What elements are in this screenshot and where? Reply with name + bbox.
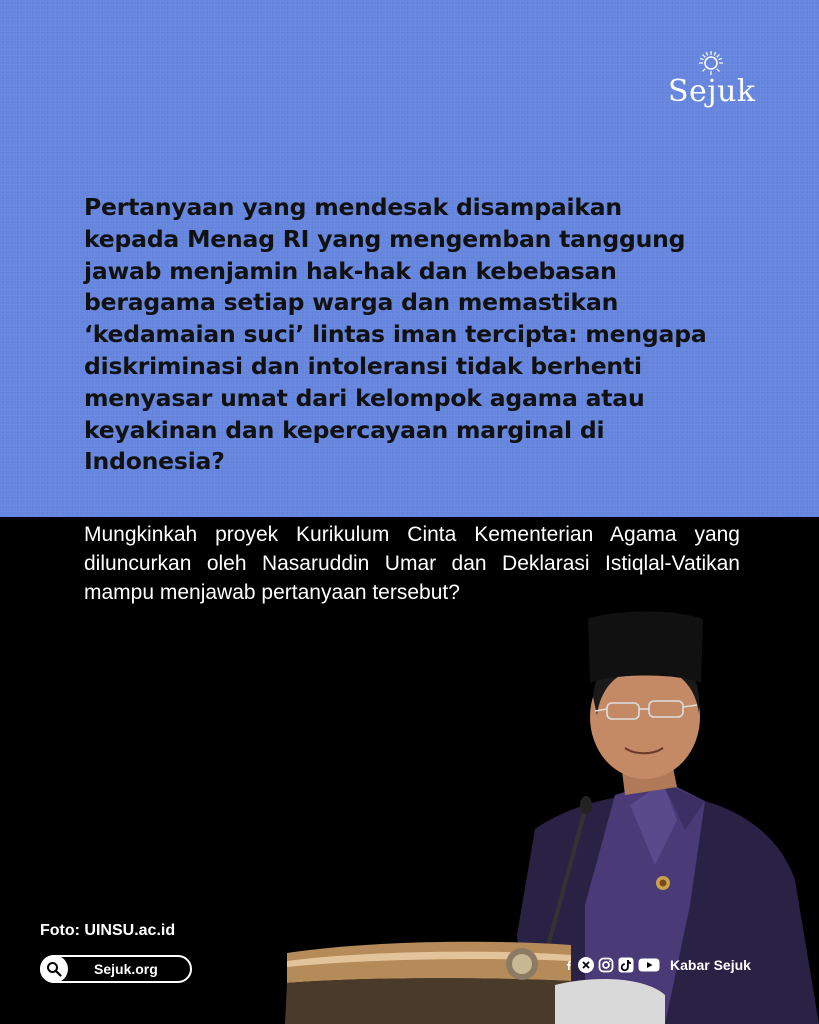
- photo-credit: Foto: UINSU.ac.id: [40, 922, 176, 939]
- subtext-question: Mungkinkah proyek Kurikulum Cinta Kementerian Agama yang diluncurkan oleh Nasaruddin Umar dan Deklarasi Istiqlal-Vatikan mampu menjawab pertanyaan tersebut?: [84, 523, 740, 604]
- search-icon: [40, 955, 68, 983]
- facebook-icon[interactable]: [564, 957, 574, 973]
- website-text: Sejuk.org: [94, 961, 158, 977]
- social-bar: [564, 955, 751, 975]
- x-icon[interactable]: [578, 957, 594, 973]
- logo-text: Sejuk: [668, 74, 756, 109]
- youtube-icon[interactable]: [638, 957, 660, 973]
- headline-question: Pertanyaan yang mendesak disampaikan kepada Menag RI yang mengemban tanggung jawab menjamin hak-hak dan kebebasan beragama setiap warga dan memastikan ‘kedamaian suci’ lintas iman tercipta: mengapa diskriminasi dan intoleransi tidak berhenti menyasar umat dari kelompok agama atau keyakinan dan kepercayaan marginal di Indonesia?: [84, 193, 707, 476]
- sun-icon: [698, 50, 724, 76]
- instagram-icon[interactable]: [598, 957, 614, 973]
- tiktok-icon[interactable]: [618, 957, 634, 973]
- website-link[interactable]: [40, 955, 192, 983]
- sejuk-logo: [662, 50, 772, 114]
- social-handle: Kabar Sejuk: [670, 957, 751, 973]
